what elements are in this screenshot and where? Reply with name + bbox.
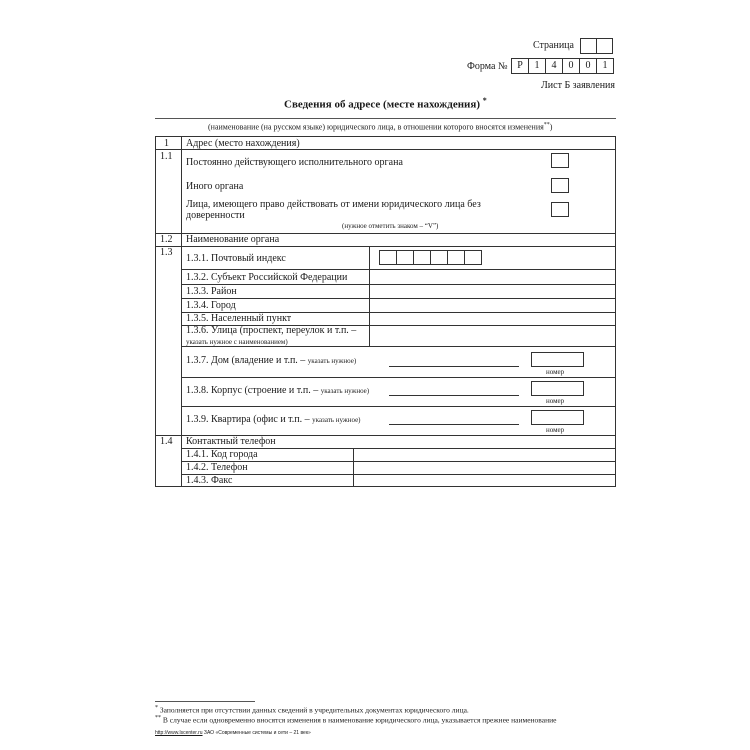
- apartment-type-line[interactable]: [389, 424, 519, 425]
- street-label-line1: 1.3.6. Улица (проспект, переулок и т.п. –: [186, 325, 357, 336]
- option-permanent-body-checkbox[interactable]: [551, 153, 569, 168]
- source-link[interactable]: http://www.lscenter.ru: [155, 730, 203, 736]
- building-number-caption: номер: [546, 397, 565, 405]
- postal-index-cell-2[interactable]: [396, 250, 414, 265]
- section-1-label: Адрес (место нахождения): [186, 138, 300, 149]
- section-1-number: 1: [164, 138, 169, 149]
- form-code-cell-1: Р: [511, 58, 529, 74]
- page-title: Сведения об адресе (месте нахождения) *: [284, 96, 487, 111]
- form-code-cell-2: 1: [528, 58, 546, 74]
- city-field[interactable]: [370, 299, 615, 312]
- option-person-checkbox[interactable]: [551, 202, 569, 217]
- org-name-line[interactable]: [155, 118, 616, 119]
- fax-field[interactable]: [354, 475, 615, 486]
- source-text: ЗАО «Современные системы и сети – 21 век»: [203, 730, 311, 736]
- house-label: 1.3.7. Дом (владение и т.п. – указать нужное): [186, 355, 357, 366]
- city-label: 1.3.4. Город: [186, 300, 236, 311]
- postal-index-cell-5[interactable]: [447, 250, 465, 265]
- form-code-cell-5: 0: [579, 58, 597, 74]
- postal-index-cell-3[interactable]: [413, 250, 431, 265]
- section-1-2-label: Наименование органа: [186, 234, 280, 245]
- building-label: 1.3.8. Корпус (строение и т.п. – указать нужное): [186, 385, 370, 396]
- footnote-1: * Заполняется при отсутствии данных сведений в учредительных документах юридического лица.: [155, 705, 469, 715]
- footnote-divider: [155, 701, 255, 702]
- option-permanent-body-label: Постоянно действующего исполнительного органа: [186, 157, 403, 168]
- house-type-line[interactable]: [389, 366, 519, 367]
- page-label: Страница: [533, 40, 574, 51]
- locality-label: 1.3.5. Населенный пункт: [186, 313, 292, 324]
- option-person-label-line2: доверенности: [186, 210, 245, 221]
- phone-label: 1.4.2. Телефон: [186, 462, 248, 473]
- city-code-field[interactable]: [354, 449, 615, 460]
- checkbox-hint: (нужное отметить знаком – “V”): [342, 222, 439, 230]
- house-number-field[interactable]: [531, 352, 584, 367]
- building-number-field[interactable]: [531, 381, 584, 396]
- apartment-number-caption: номер: [546, 426, 565, 434]
- district-field[interactable]: [370, 285, 615, 298]
- postal-index-cell-4[interactable]: [430, 250, 448, 265]
- apartment-label: 1.3.9. Квартира (офис и т.п. – указать нужное): [186, 414, 361, 425]
- street-label-line2: указать нужное с наименованием): [186, 338, 288, 346]
- page-cell-2[interactable]: [596, 38, 613, 54]
- footnote-2: ** В случае если одновременно вносятся изменения в наименование юридического лица, указывается прежнее наименование: [155, 715, 557, 725]
- form-code-cell-4: 0: [562, 58, 580, 74]
- region-field[interactable]: [370, 270, 615, 283]
- fax-label: 1.4.3. Факс: [186, 475, 233, 486]
- section-1-3-number: 1.3: [160, 247, 173, 258]
- form-code-cell-3: 4: [545, 58, 563, 74]
- postal-index-cell-6[interactable]: [464, 250, 482, 265]
- house-number-caption: номер: [546, 368, 565, 376]
- form-label: Форма №: [467, 61, 508, 72]
- org-name-caption: (наименование (на русском языке) юридического лица, в отношении которого вносятся изменения**): [208, 122, 553, 132]
- page-cell-1[interactable]: [580, 38, 597, 54]
- street-field[interactable]: [370, 326, 615, 346]
- apartment-number-field[interactable]: [531, 410, 584, 425]
- option-other-body-label: Иного органа: [186, 181, 244, 192]
- section-1-2-number: 1.2: [160, 234, 173, 245]
- option-other-body-checkbox[interactable]: [551, 178, 569, 193]
- source-line: [155, 730, 311, 737]
- section-1-1-number: 1.1: [160, 151, 173, 162]
- postal-index-label: 1.3.1. Почтовый индекс: [186, 253, 286, 264]
- form-code-cell-6: 1: [596, 58, 614, 74]
- district-label: 1.3.3. Район: [186, 286, 237, 297]
- section-1-4-label: Контактный телефон: [186, 436, 276, 447]
- postal-index-cell-1[interactable]: [379, 250, 397, 265]
- section-1-4-number: 1.4: [160, 436, 173, 447]
- city-code-label: 1.4.1. Код города: [186, 449, 258, 460]
- title-footnote-mark: *: [482, 96, 487, 105]
- option-person-label-line1: Лица, имеющего право действовать от имени юридического лица без: [186, 199, 481, 210]
- sheet-label: Лист Б заявления: [541, 80, 615, 91]
- locality-field[interactable]: [370, 313, 615, 325]
- phone-field[interactable]: [354, 462, 615, 473]
- building-type-line[interactable]: [389, 395, 519, 396]
- region-label: 1.3.2. Субъект Российской Федерации: [186, 272, 348, 283]
